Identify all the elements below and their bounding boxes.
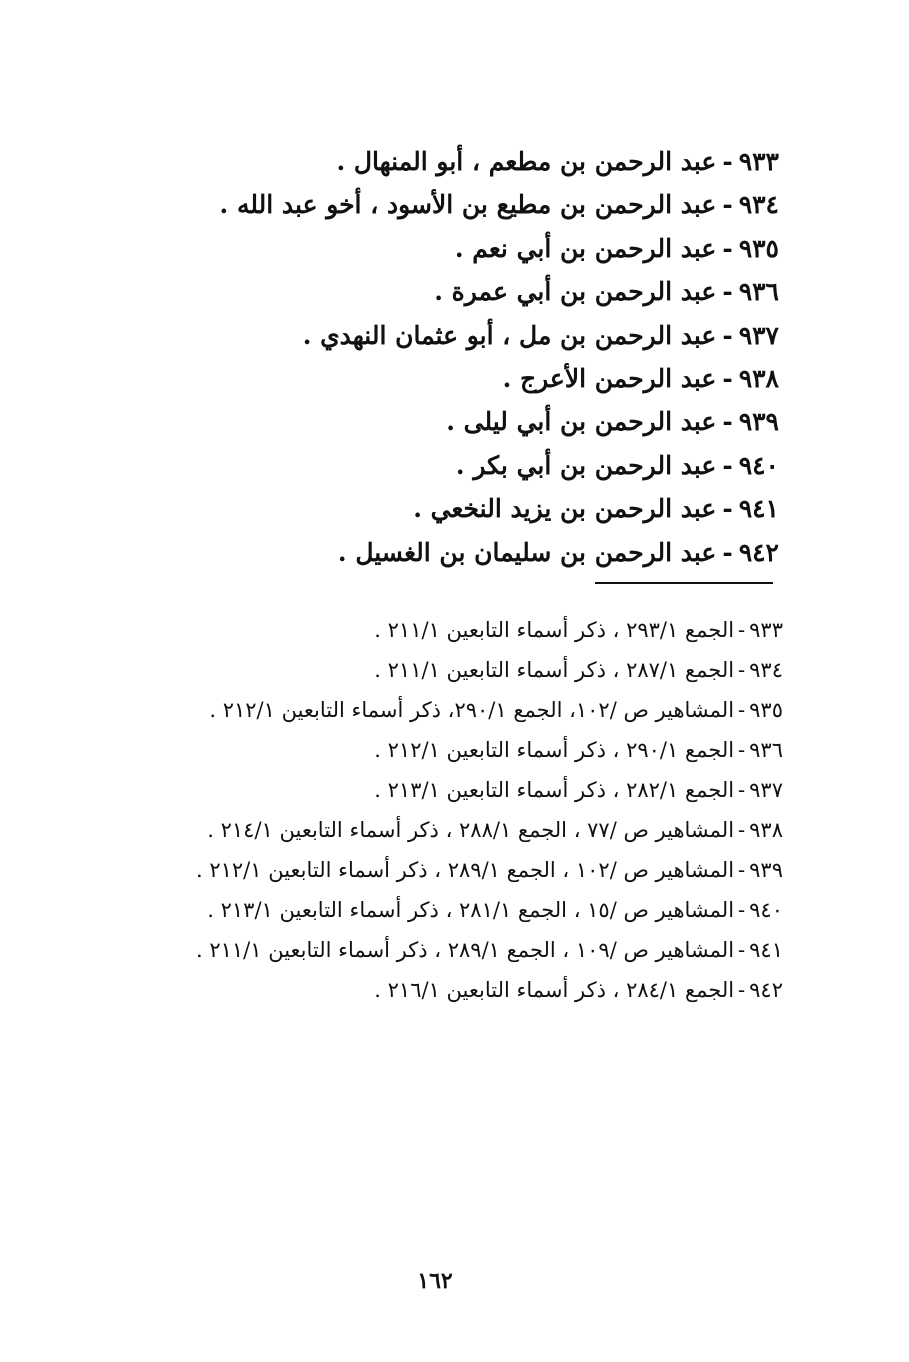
footnote-text: المشاهير ص /١٠٢ ، الجمع ٢٨٩/١ ، ذكر أسماء التابعين ٢١٢/١ . xyxy=(195,858,735,882)
entry-number: ٩٣٩ xyxy=(738,407,779,437)
footnote-text: الجمع ٢٨٤/١ ، ذكر أسماء التابعين ٢١٦/١ . xyxy=(374,978,735,1002)
entry-text: عبد الرحمن بن مطيع بن الأسود ، أخو عبد الله . xyxy=(219,190,717,220)
entry-number: ٩٤١ xyxy=(738,494,779,524)
list-item: ٩٣٤-عبد الرحمن بن مطيع بن الأسود ، أخو عبد الله . xyxy=(219,190,779,220)
entry-number: ٩٣٨ xyxy=(738,363,779,393)
footnote-number: ٩٣٩ xyxy=(749,858,783,882)
footnote-item: ٩٣٤-الجمع ٢٨٧/١ ، ذكر أسماء التابعين ٢١١/١ . xyxy=(374,658,783,682)
footnote-divider xyxy=(595,582,773,584)
list-item: ٩٣٥-عبد الرحمن بن أبي نعم . xyxy=(454,233,779,263)
list-item: ٩٣٩-عبد الرحمن بن أبي ليلى . xyxy=(446,407,779,437)
footnote-item: ٩٤٢-الجمع ٢٨٤/١ ، ذكر أسماء التابعين ٢١٦/١ . xyxy=(374,978,783,1002)
footnote-text: الجمع ٢٨٧/١ ، ذكر أسماء التابعين ٢١١/١ . xyxy=(374,658,735,682)
entry-text: عبد الرحمن بن أبي بكر . xyxy=(455,450,717,480)
list-item: ٩٣٦-عبد الرحمن بن أبي عمرة . xyxy=(434,277,779,307)
footnote-number: ٩٣٧ xyxy=(749,778,783,802)
footnote-number: ٩٤٠ xyxy=(749,898,783,922)
list-item: ٩٤٠-عبد الرحمن بن أبي بكر . xyxy=(455,450,779,480)
entry-number: ٩٤٠ xyxy=(738,450,779,480)
entry-text: عبد الرحمن بن أبي ليلى . xyxy=(446,407,717,437)
list-item: ٩٤٢-عبد الرحمن بن سليمان بن الغسيل . xyxy=(337,537,779,567)
footnote-item: ٩٣٩-المشاهير ص /١٠٢ ، الجمع ٢٨٩/١ ، ذكر أسماء التابعين ٢١٢/١ . xyxy=(195,858,783,882)
footnote-number: ٩٣٦ xyxy=(749,738,783,762)
footnote-number: ٩٤٢ xyxy=(749,978,783,1002)
entry-text: عبد الرحمن بن أبي نعم . xyxy=(454,233,717,263)
footnote-text: الجمع ٢٩٠/١ ، ذكر أسماء التابعين ٢١٢/١ . xyxy=(374,738,735,762)
list-item: ٩٣٧-عبد الرحمن بن مل ، أبو عثمان النهدي . xyxy=(302,320,779,350)
page-number: ١٦٢ xyxy=(417,1268,453,1294)
footnote-text: المشاهير ص /١٠٢، الجمع ٢٩٠/١، ذكر أسماء التابعين ٢١٢/١ . xyxy=(209,698,735,722)
footnote-number: ٩٣٤ xyxy=(749,658,783,682)
entry-list xyxy=(119,140,779,574)
entry-text: عبد الرحمن بن مطعم ، أبو المنهال . xyxy=(336,147,717,176)
footnote-item: ٩٣٥-المشاهير ص /١٠٢، الجمع ٢٩٠/١، ذكر أسماء التابعين ٢١٢/١ . xyxy=(209,698,783,722)
footnote-text: المشاهير ص /٧٧ ، الجمع ٢٨٨/١ ، ذكر أسماء التابعين ٢١٤/١ . xyxy=(207,818,735,842)
entry-number: ٩٣٣ xyxy=(738,147,779,176)
footnote-item: ٩٣٨-المشاهير ص /٧٧ ، الجمع ٢٨٨/١ ، ذكر أسماء التابعين ٢١٤/١ . xyxy=(207,818,783,842)
entry-text: عبد الرحمن بن يزيد النخعي . xyxy=(413,494,717,524)
list-item: ٩٣٣-عبد الرحمن بن مطعم ، أبو المنهال . xyxy=(336,147,779,176)
entry-number: ٩٣٧ xyxy=(738,320,779,350)
entry-text: عبد الرحمن بن أبي عمرة . xyxy=(434,277,717,307)
footnote-list xyxy=(93,610,783,1010)
footnote-item: ٩٣٣-الجمع ٢٩٣/١ ، ذكر أسماء التابعين ٢١١/١ . xyxy=(374,618,783,642)
footnote-number: ٩٣٥ xyxy=(749,698,783,722)
entry-number: ٩٣٥ xyxy=(738,233,779,263)
entry-number: ٩٣٦ xyxy=(738,277,779,307)
footnote-text: الجمع ٢٨٢/١ ، ذكر أسماء التابعين ٢١٣/١ . xyxy=(374,778,735,802)
footnote-number: ٩٤١ xyxy=(749,938,783,962)
list-item: ٩٣٨-عبد الرحمن الأعرج . xyxy=(502,363,779,393)
footnote-text: المشاهير ص /١٥ ، الجمع ٢٨١/١ ، ذكر أسماء التابعين ٢١٣/١ . xyxy=(207,898,735,922)
footnote-item: ٩٤٠-المشاهير ص /١٥ ، الجمع ٢٨١/١ ، ذكر أسماء التابعين ٢١٣/١ . xyxy=(207,898,783,922)
footnote-number: ٩٣٣ xyxy=(749,618,783,642)
entry-number: ٩٣٤ xyxy=(738,190,779,220)
footnote-number: ٩٣٨ xyxy=(749,818,783,842)
entry-text: عبد الرحمن بن سليمان بن الغسيل . xyxy=(337,537,717,567)
footnote-text: المشاهير ص /١٠٩ ، الجمع ٢٨٩/١ ، ذكر أسماء التابعين ٢١١/١ . xyxy=(195,938,735,962)
footnote-item: ٩٣٧-الجمع ٢٨٢/١ ، ذكر أسماء التابعين ٢١٣/١ . xyxy=(374,778,783,802)
entry-text: عبد الرحمن الأعرج . xyxy=(502,363,717,393)
list-item: ٩٤١-عبد الرحمن بن يزيد النخعي . xyxy=(413,494,779,524)
entry-number: ٩٤٢ xyxy=(738,537,779,567)
footnote-item: ٩٤١-المشاهير ص /١٠٩ ، الجمع ٢٨٩/١ ، ذكر أسماء التابعين ٢١١/١ . xyxy=(195,938,783,962)
footnote-item: ٩٣٦-الجمع ٢٩٠/١ ، ذكر أسماء التابعين ٢١٢/١ . xyxy=(374,738,783,762)
footnote-text: الجمع ٢٩٣/١ ، ذكر أسماء التابعين ٢١١/١ . xyxy=(374,618,735,642)
entry-text: عبد الرحمن بن مل ، أبو عثمان النهدي . xyxy=(302,320,717,350)
